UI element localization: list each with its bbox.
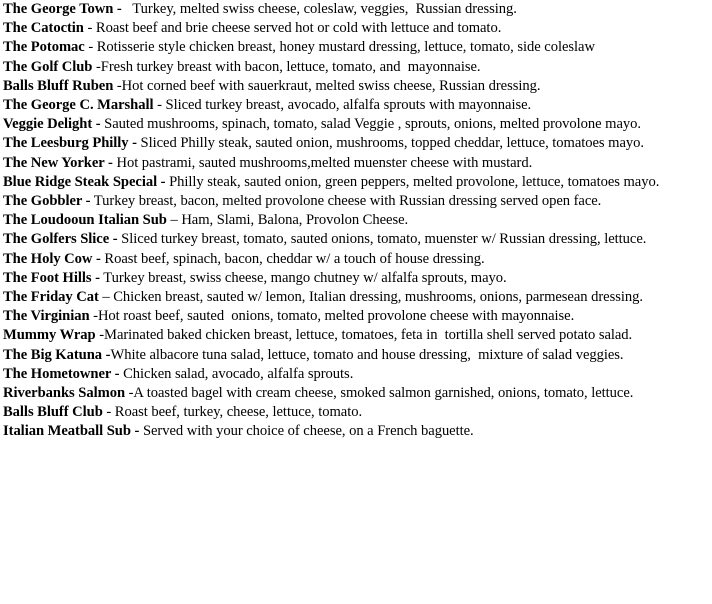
item-description: - Roast beef, turkey, cheese, lettuce, tomato. <box>102 404 363 421</box>
item-name: The Holy Cow - <box>3 250 101 267</box>
menu-item <box>3 154 709 173</box>
item-description: – Chicken breast, sauted w/ lemon, Italian dressing, mushrooms, onions, parmesean dressing. <box>98 289 643 306</box>
item-description: Served with your choice of cheese, on a French baguette. <box>139 423 474 440</box>
menu-item <box>3 115 709 134</box>
menu-item <box>3 346 709 365</box>
item-description: White albacore tuna salad, lettuce, tomato and house dressing, mixture of salad veggies. <box>110 346 624 363</box>
menu-item <box>3 0 709 19</box>
menu-item <box>3 326 709 345</box>
menu-item <box>3 58 709 77</box>
item-name: Riverbanks Salmon <box>3 385 126 402</box>
item-name: Balls Bluff Club <box>3 404 103 421</box>
item-description: Sliced Philly steak, sauted onion, mushrooms, topped cheddar, lettuce, tomatoes mayo. <box>136 135 644 152</box>
menu-item <box>3 134 709 153</box>
item-description: Sliced turkey breast, tomato, sauted onions, tomato, muenster w/ Russian dressing, lettuce. <box>117 231 647 248</box>
item-description: – Ham, Slami, Balona, Provolon Cheese. <box>166 212 409 229</box>
item-description: - Roast beef and brie cheese served hot or cold with lettuce and tomato. <box>83 20 502 37</box>
item-name: Balls Bluff Ruben <box>3 77 114 94</box>
menu-item <box>3 192 709 211</box>
item-description: -Hot corned beef with sauerkraut, melted swiss cheese, Russian dressing. <box>113 77 541 94</box>
item-name: Blue Ridge Steak Special - <box>3 173 166 190</box>
item-name: The Virginian <box>3 308 90 325</box>
item-description: -A toasted bagel with cream cheese, smoked salmon garnished, onions, tomato, lettuce. <box>125 385 634 402</box>
item-description: Chicken salad, avocado, alfalfa sprouts. <box>119 365 354 382</box>
item-name: The George Town - <box>3 1 122 17</box>
item-name: The New Yorker - <box>3 154 113 171</box>
sandwich-menu <box>3 0 709 442</box>
item-name: The Foot Hills - <box>3 269 100 286</box>
menu-item <box>3 38 709 57</box>
item-name: Mummy Wrap <box>3 327 96 344</box>
menu-item <box>3 230 709 249</box>
menu-item <box>3 19 709 38</box>
item-description: - Rotisserie style chicken breast, honey mustard dressing, lettuce, tomato, side coleslaw <box>84 39 595 56</box>
menu-item <box>3 96 709 115</box>
item-description: Turkey breast, bacon, melted provolone cheese with Russian dressing served open face. <box>90 193 602 210</box>
menu-item <box>3 77 709 96</box>
item-description: Hot pastrami, sauted mushrooms,melted muenster cheese with mustard. <box>112 154 533 171</box>
item-name: The Hometowner - <box>3 365 120 382</box>
menu-item <box>3 269 709 288</box>
item-description: -Fresh turkey breast with bacon, lettuce, tomato, and mayonnaise. <box>92 58 481 75</box>
item-name: The Golfers Slice - <box>3 231 118 248</box>
menu-item <box>3 307 709 326</box>
menu-item <box>3 250 709 269</box>
item-name: The Loudooun Italian Sub <box>3 212 167 229</box>
item-description: - Sliced turkey breast, avocado, alfalfa sprouts with mayonnaise. <box>153 97 532 114</box>
item-name: The Potomac <box>3 39 85 56</box>
item-name: Italian Meatball Sub - <box>3 423 140 440</box>
item-name: The Golf Club <box>3 58 93 75</box>
item-name: The Gobbler - <box>3 193 91 210</box>
item-name: The Big Katuna - <box>3 346 111 363</box>
item-name: The Leesburg Philly - <box>3 135 137 152</box>
menu-item <box>3 173 709 192</box>
menu-item <box>3 403 709 422</box>
item-description: -Hot roast beef, sauted onions, tomato, melted provolone cheese with mayonnaise. <box>89 308 575 325</box>
menu-item <box>3 288 709 307</box>
item-name: The Catoctin <box>3 20 84 37</box>
menu-item <box>3 211 709 230</box>
item-description: Philly steak, sauted onion, green peppers, melted provolone, lettuce, tomatoes mayo. <box>165 173 660 190</box>
item-description: Roast beef, spinach, bacon, cheddar w/ a touch of house dressing. <box>100 250 485 267</box>
menu-item <box>3 384 709 403</box>
item-description: -Marinated baked chicken breast, lettuce, tomatoes, feta in tortilla shell served potato salad. <box>95 327 633 344</box>
item-name: The Friday Cat <box>3 289 99 306</box>
menu-item <box>3 365 709 384</box>
item-description: Turkey breast, swiss cheese, mango chutney w/ alfalfa sprouts, mayo. <box>99 269 507 286</box>
item-description: Turkey, melted swiss cheese, coleslaw, veggies, Russian dressing. <box>121 1 517 17</box>
item-name: Veggie Delight - <box>3 116 101 133</box>
menu-item <box>3 422 709 441</box>
item-description: Sauted mushrooms, spinach, tomato, salad Veggie , sprouts, onions, melted provolone mayo. <box>100 116 641 133</box>
item-name: The George C. Marshall <box>3 97 154 114</box>
